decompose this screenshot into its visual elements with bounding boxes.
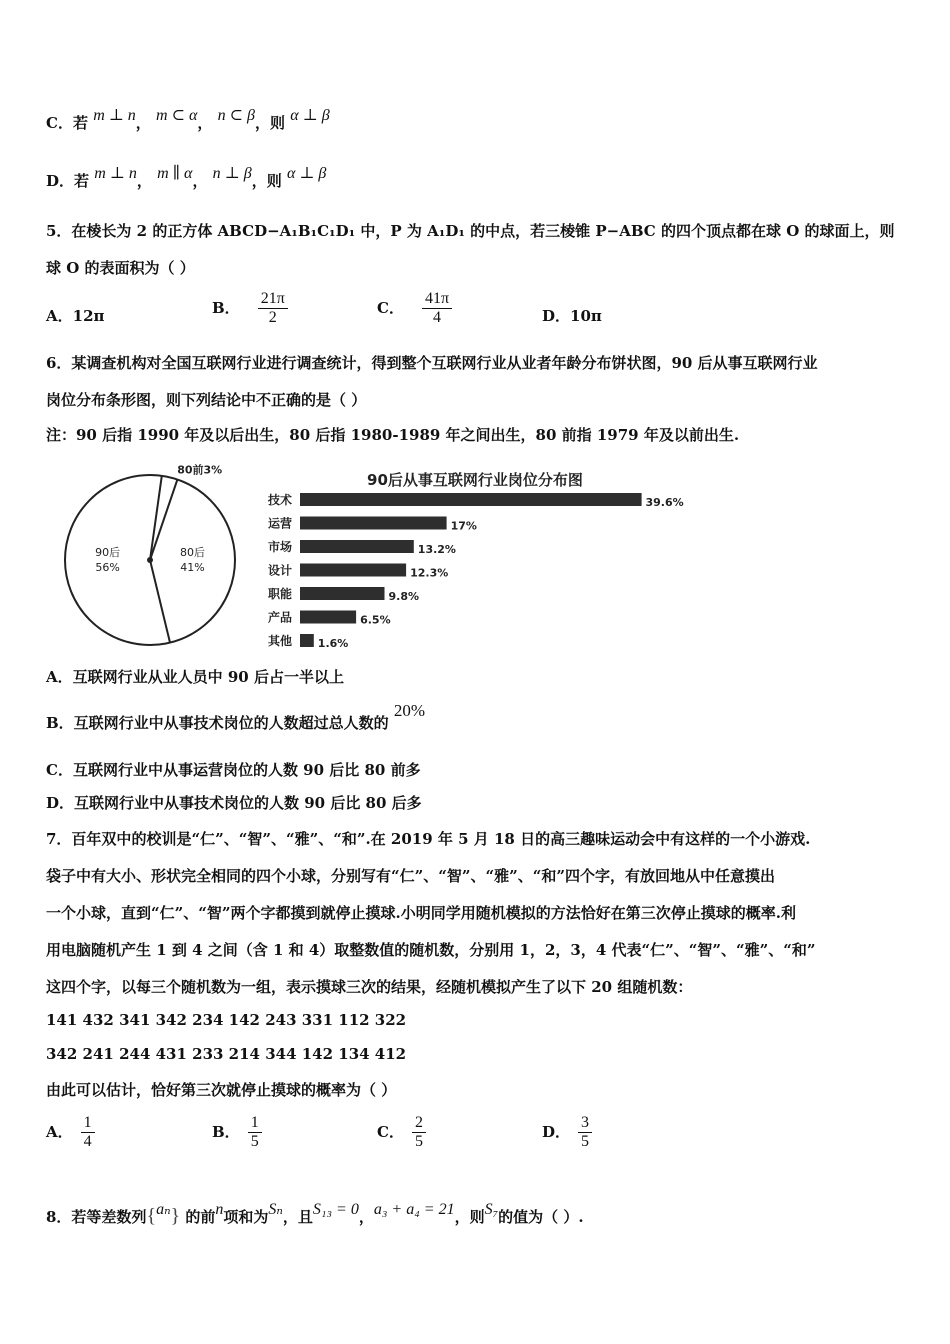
q5-c-label: C． bbox=[377, 298, 404, 317]
pie-label: 80后 bbox=[180, 545, 205, 559]
q7-c-fraction bbox=[412, 1114, 426, 1152]
q5-option-a: A．12π bbox=[46, 307, 105, 325]
q7-stem-line2: 袋子中有大小、形状完全相同的四个小球，分别写有“仁”、“智”、“雅”、“和”四个字，有放回地从中任意摸出 bbox=[46, 867, 776, 885]
q7-b-numerator: 1 bbox=[248, 1114, 262, 1133]
q7-option-b bbox=[212, 1114, 262, 1152]
q8-part5: ， bbox=[358, 1208, 374, 1226]
q7-question: 由此可以估计，恰好第三次就停止摸球的概率为（ ） bbox=[46, 1081, 397, 1099]
q8-brace-right: } bbox=[170, 1205, 181, 1227]
q5-b-label: B． bbox=[212, 298, 240, 317]
bar-value-label: 9.8% bbox=[388, 590, 420, 603]
q8-sum: a₃ + a₄ = 21 bbox=[373, 1201, 455, 1218]
q7-b-label: B． bbox=[212, 1122, 240, 1141]
q7-d-denominator: 5 bbox=[581, 1133, 590, 1151]
q7-option-a bbox=[46, 1114, 95, 1152]
q5-option-b bbox=[212, 290, 288, 328]
q8-part1: 8．若等差数列 bbox=[46, 1208, 147, 1226]
pie-divider bbox=[150, 476, 162, 560]
q7-a-numerator: 1 bbox=[81, 1114, 95, 1133]
q8-part6: ，则 bbox=[454, 1208, 485, 1226]
bar bbox=[300, 564, 406, 577]
pie-value-label: 56% bbox=[95, 561, 120, 575]
q8-stem bbox=[46, 1201, 584, 1228]
q6-note: 注：90 后指 1990 年及以后出生，80 后指 1980-1989 年之间出生，80 前指 1979 年及以前出生. bbox=[46, 426, 740, 444]
q7-d-label: D． bbox=[542, 1122, 571, 1141]
q4-c-label: C．若 bbox=[46, 114, 88, 132]
q4-c-cond2: m ⊂ α bbox=[156, 107, 198, 124]
bar bbox=[300, 517, 447, 530]
pie-value-label: 41% bbox=[180, 560, 205, 574]
q4-d-cond1: m ⊥ n bbox=[94, 165, 137, 182]
bar-value-label: 17% bbox=[450, 519, 477, 533]
q5-option-c bbox=[377, 290, 452, 328]
q7-a-label: A． bbox=[46, 1122, 73, 1141]
q7-b-denominator: 5 bbox=[250, 1133, 259, 1151]
q5-stem-line2: 球 O 的表面积为（ ） bbox=[46, 259, 195, 277]
q7-random-numbers-1: 141 432 341 342 234 142 243 331 112 322 bbox=[46, 1011, 407, 1029]
q7-option-d bbox=[542, 1114, 592, 1152]
q8-part3: 项和为 bbox=[223, 1208, 269, 1226]
q8-part7: 的值为（ ）. bbox=[498, 1208, 584, 1226]
q7-a-fraction bbox=[81, 1114, 95, 1152]
q7-d-numerator: 3 bbox=[578, 1114, 592, 1133]
q8-brace-left: { bbox=[146, 1205, 157, 1227]
q6-chart-svg bbox=[60, 455, 710, 655]
bar-category-label: 运营 bbox=[267, 516, 292, 531]
q5-c-fraction bbox=[422, 290, 452, 328]
q8-part2: 的前 bbox=[185, 1208, 216, 1226]
bar-category-label: 市场 bbox=[267, 540, 292, 554]
q5-b-numerator: 21π bbox=[258, 290, 288, 309]
bar bbox=[300, 611, 356, 624]
q6-option-d: D．互联网行业中从事技术岗位的人数 90 后比 80 后多 bbox=[46, 794, 422, 812]
q7-stem-line1: 7．百年双中的校训是“仁”、“智”、“雅”、“和”.在 2019 年 5 月 18 日的高三趣味运动会中有这样的一个小游戏. bbox=[46, 830, 811, 848]
bar-category-label: 设计 bbox=[267, 563, 292, 578]
q4-c-then: ，则 bbox=[255, 114, 286, 132]
pie-divider bbox=[150, 560, 170, 643]
q7-stem-line3: 一个小球，直到“仁”、“智”两个字都摸到就停止摸球.小明同学用随机模拟的方法恰好在第三次停止摸球的概率.利 bbox=[46, 904, 796, 922]
q7-c-denominator: 5 bbox=[414, 1133, 423, 1151]
q4-d-then: ，则 bbox=[251, 172, 282, 190]
bar bbox=[300, 540, 414, 553]
q5-b-fraction bbox=[258, 290, 288, 328]
bar bbox=[300, 493, 642, 506]
q6-stem-line2: 岗位分布条形图，则下列结论中不正确的是（ ） bbox=[46, 391, 367, 409]
q5-option-d: D．10π bbox=[542, 307, 602, 325]
bar-value-label: 13.2% bbox=[417, 543, 456, 556]
pie-divider bbox=[150, 480, 177, 561]
bar-value-label: 6.5% bbox=[360, 613, 391, 627]
q4-option-c: C．若 m ⊥ n， m ⊂ α， n ⊂ β，则 α ⊥ β bbox=[46, 107, 330, 132]
q8-sequence: aₙ bbox=[156, 1201, 171, 1218]
q7-stem-line5: 这四个字，以每三个随机数为一组，表示摸球三次的结果，经随机模拟产生了以下 20 组随机数： bbox=[46, 978, 693, 996]
pie-label: 90后 bbox=[95, 546, 121, 560]
bar-category-label: 产品 bbox=[267, 610, 292, 625]
q4-c-result: α ⊥ β bbox=[290, 107, 330, 124]
q8-s7: S₇ bbox=[484, 1201, 499, 1218]
q6-option-b bbox=[46, 701, 426, 733]
q4-d-cond2: m ∥ α bbox=[157, 165, 193, 182]
q7-d-fraction bbox=[578, 1114, 592, 1152]
q7-c-numerator: 2 bbox=[412, 1114, 426, 1133]
q4-c-cond3: n ⊂ β bbox=[217, 107, 255, 124]
bar-value-label: 1.6% bbox=[317, 637, 349, 650]
q4-option-d: D．若 m ⊥ n， m ∥ α， n ⊥ β，则 α ⊥ β bbox=[46, 165, 327, 190]
q8-n: n bbox=[215, 1201, 224, 1218]
q5-c-denominator: 4 bbox=[432, 309, 441, 327]
q8-part4: ，且 bbox=[282, 1208, 313, 1226]
bar bbox=[300, 587, 385, 600]
bar-value-label: 39.6% bbox=[645, 496, 684, 509]
q5-b-denominator: 2 bbox=[268, 309, 277, 327]
q6-option-a: A．互联网行业从业人员中 90 后占一半以上 bbox=[46, 668, 344, 686]
q5-stem-line1: 5．在棱长为 2 的正方体 ABCD−A₁B₁C₁D₁ 中，P 为 A₁D₁ 的中点，若三棱锥 P−ABC 的四个顶点都在球 O 的球面上，则 bbox=[46, 222, 895, 240]
q4-d-result: α ⊥ β bbox=[286, 165, 327, 182]
bar-chart-title: 90后从事互联网行业岗位分布图 bbox=[367, 471, 583, 489]
q8-sn: Sₙ bbox=[268, 1201, 283, 1218]
bar-category-label: 技术 bbox=[267, 493, 292, 507]
q6-stem-line1: 6．某调查机构对全国互联网行业进行调查统计，得到整个互联网行业从业者年龄分布饼状图，90 后从事互联网行业 bbox=[46, 354, 818, 372]
bar-category-label: 其他 bbox=[267, 634, 292, 648]
bar bbox=[300, 634, 314, 647]
bar-value-label: 12.3% bbox=[410, 566, 449, 580]
q7-option-c bbox=[377, 1114, 426, 1152]
q7-a-denominator: 4 bbox=[83, 1133, 92, 1151]
q4-d-cond3: n ⊥ β bbox=[212, 165, 252, 182]
q7-c-label: C． bbox=[377, 1122, 404, 1141]
bar-category-label: 职能 bbox=[267, 587, 292, 601]
pie-label: 80前3% bbox=[177, 463, 223, 477]
bar-chart bbox=[267, 471, 684, 650]
q4-c-cond1: m ⊥ n bbox=[93, 107, 136, 124]
q8-s13: S₁₃ = 0 bbox=[312, 1201, 359, 1218]
q6-charts bbox=[60, 455, 710, 655]
q5-c-numerator: 41π bbox=[422, 290, 452, 309]
pie-center-dot bbox=[147, 557, 153, 563]
q7-b-fraction bbox=[248, 1114, 262, 1152]
q4-d-label: D．若 bbox=[46, 172, 90, 190]
q6-b-percent: 20% bbox=[393, 701, 426, 720]
pie-chart bbox=[65, 462, 235, 645]
q6-b-text: B．互联网行业中从事技术岗位的人数超过总人数的 bbox=[46, 714, 389, 732]
q7-random-numbers-2: 342 241 244 431 233 214 344 142 134 412 bbox=[46, 1045, 407, 1063]
q6-option-c: C．互联网行业中从事运营岗位的人数 90 后比 80 前多 bbox=[46, 761, 421, 779]
q7-stem-line4: 用电脑随机产生 1 到 4 之间（含 1 和 4）取整数值的随机数，分别用 1，2，3，4 代表“仁”、“智”、“雅”、“和” bbox=[46, 941, 816, 959]
